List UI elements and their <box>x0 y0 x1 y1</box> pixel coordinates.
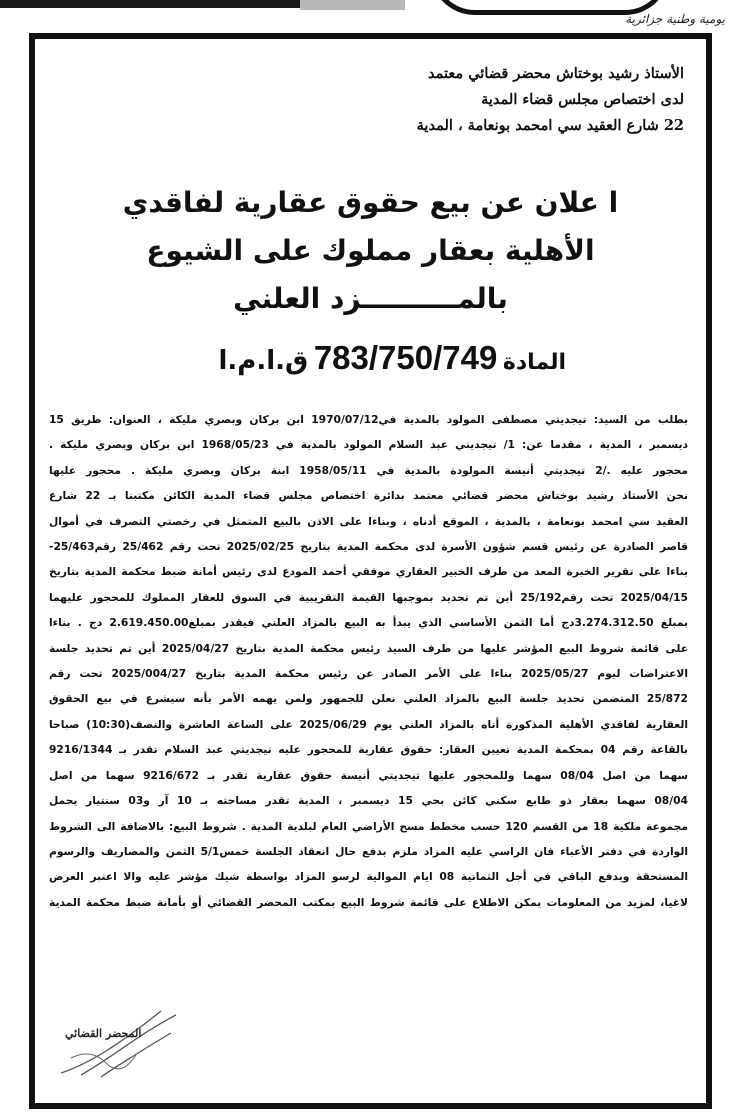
body-line: بطلب من السيد: تيجديتي مصطفى المولود بالمدية في1970/07/12 ابن بركان وبصري مليكة ، العنوان: طريق 15 <box>49 413 688 426</box>
body-line: 08/04 سهما بعقار ذو طابع سكني كائن بحي 15 ديسمبر ، المدية تقدر مساحته بـ 10 آر و03 سنتيار يحمل <box>49 794 688 808</box>
notice-title-line: بالمــــــــــزد العلني <box>233 282 508 315</box>
body-line: 25/872 المتضمن تحديد جلسة البيع بالمزاد العلني نعلن للجمهور ولمن يهمه الأمر بأنه سيشرع في بيع الحقوق <box>49 692 688 706</box>
body-line: العقارية لفاقدي الأهلية المذكورة أناه بالمزاد العلني يوم 2025/06/29 على الساعة العاشرة والنصف(10:30) صباحا <box>49 717 688 731</box>
body-line: المستحقة ويدفع الباقي في أجل الثمانية 08 ايام الموالية لرسو المزاد بواسطة شيك مؤشر عليه والا اعتبر العرض <box>49 870 688 884</box>
notice-title-line: الأهلية بعقار مملوك على الشيوع <box>146 234 595 267</box>
signature-label: المحضر القضائي <box>65 1027 142 1040</box>
masthead-grey-bar <box>300 0 405 10</box>
body-line: ديسمبر ، المدية ، مقدما عن: 1/ تيجديتي عبد السلام المولود بالمدية في 1968/05/23 ابن بركان وبصري مليكة . <box>49 438 688 452</box>
body-line: بمبلغ 3.274.312.50دج أما الثمن الأساسي الذي يبدأ به البيع بالمزاد العلني فيقدر بمبلغ2.619.450.00 دج . بناءا <box>49 616 688 630</box>
article-label: المادة <box>502 350 566 375</box>
article-reference <box>218 339 566 377</box>
body-line: 2025/04/15 تحت رقم25/192 أين تم تحديد بموجبها القيمة التقريبية في السوق للعقار المملوك للمحجور عليهما <box>49 590 688 604</box>
body-line: الاعتراضات ليوم 2025/05/27 بناءا على الأمر الصادر عن رئيس محكمة المدية بتاريخ 2025/004/27 تحت رقم <box>49 667 688 681</box>
legal-notice-frame <box>29 33 712 1109</box>
article-numbers: 783/750/749 <box>313 339 498 376</box>
body-line: قاصر الصادرة عن رئيس قسم شؤون الأسرة لدى محكمة المدية بتاريخ 2025/02/25 تحت رقم 25/462 رقم25/463- <box>49 540 688 554</box>
body-line: الواردة في دفتر الأعباء فان الراسي عليه المزاد ملزم بدفع حال انعقاد الجلسة خمس5/1 الثمن والمصاريف والرسوم <box>49 844 688 858</box>
body-line: العقيد سي امحمد بونعامة ، بالمدية ، الموقع أدناه ، وبناءا على الاذن بالبيع المتمثل في رخصتي التصرف في أموال <box>49 514 688 528</box>
signature-icon <box>51 1003 191 1083</box>
body-line: على قائمة شروط البيع المؤشر عليها من طرف السيد رئيس محكمة المدية بتاريخ 2025/04/27 أين تم تحديد جلسة <box>49 641 688 655</box>
bailiff-jurisdiction-line: لدى اختصاص مجلس قضاء المدية <box>481 91 684 108</box>
body-line: لاغيا، لمزيد من المعلومات يمكن الاطلاع على قائمة شروط البيع بمكتب المحضر القضائي أو بأمانة ضبط محكمة المدية <box>49 895 688 909</box>
body-line: مجموعة ملكية 18 من القسم 120 حسب مخطط مسح الأراضي العام لبلدية المدية . شروط البيع: بالاضافة الى الشروط <box>49 819 688 833</box>
article-code: ق.ا.م.ا <box>218 346 309 376</box>
masthead-tagline: يومية وطنية جزائرية <box>625 12 725 26</box>
notice-title-block <box>35 179 706 323</box>
notice-title-line: ا علان عن بيع حقوق عقارية لفاقدي <box>122 186 619 219</box>
body-line: بالقاعة رقم 04 بمحكمة المدية تعيين العقار: حقوق عقارية للمحجور عليه تيجديتي عبد السلام تقدر بـ 9216/1344 <box>49 743 688 757</box>
notice-body <box>49 407 688 915</box>
bailiff-header <box>417 61 684 139</box>
body-line: محجور عليه ./2 تيجديتي أنيسة المولودة بالمدية في 1958/05/11 ابنة بركان وبصري مليكة . محجور عليها <box>49 463 688 477</box>
bailiff-address-line: 22 شارع العقيد سي امحمد بونعامة ، المدية <box>416 117 684 134</box>
masthead-dark-bar <box>0 0 300 8</box>
signature-area <box>51 1003 191 1083</box>
body-line: بناءا على تقرير الخبرة المعد من طرف الخبير العقاري موفقي أحمد المودع لدى رئيس أمانة ضبط محكمة المدية بتاريخ <box>49 565 688 579</box>
body-line: نحن الأستاذ رشيد بوختاش محضر قضائي معتمد بدائرة اختصاص مجلس قضاء المدية الكائن مكتبنا بـ 22 شارع <box>49 489 688 503</box>
body-line: سهما من اصل 08/04 سهما وللمحجور عليها تيجديتي أنيسة حقوق عقارية تقدر بـ 9216/672 سهما من اصل <box>49 768 688 782</box>
bailiff-name-line: الأستاذ رشيد بوختاش محضر قضائي معتمد <box>428 65 684 82</box>
